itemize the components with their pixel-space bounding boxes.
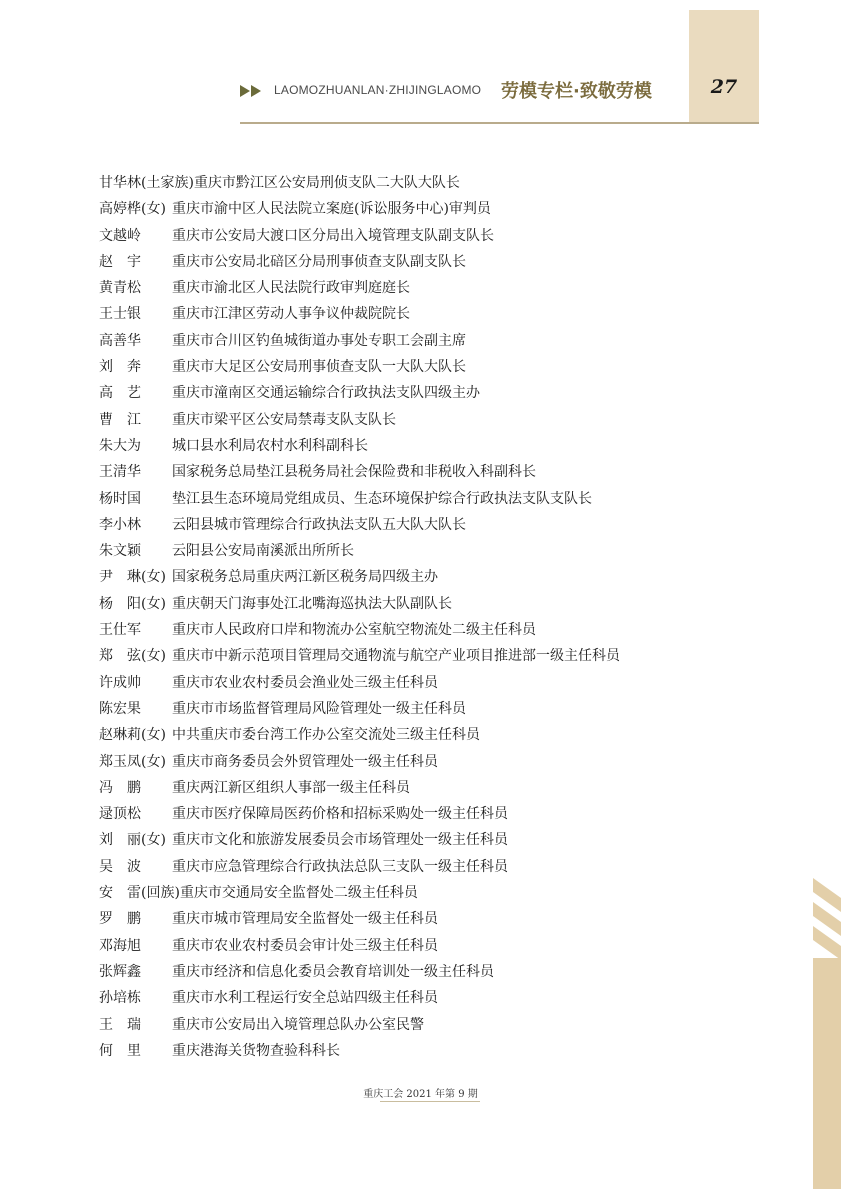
honoree-name: 邓海旭 xyxy=(99,937,141,954)
list-item xyxy=(99,223,719,249)
honoree-name: 陈宏果 xyxy=(99,700,141,717)
honoree-title: 重庆市公安局出入境管理总队办公室民警 xyxy=(172,1016,424,1033)
footer-issue: 重庆工会 2021 年第 9 期 xyxy=(363,1089,478,1100)
double-arrow-icon xyxy=(240,81,266,101)
honoree-name: 安 雷(回族) xyxy=(99,885,180,902)
list-item xyxy=(99,591,719,617)
list-item xyxy=(99,486,719,512)
list-item xyxy=(99,380,719,406)
honoree-name: 王士银 xyxy=(99,306,141,323)
honoree-title: 云阳县公安局南溪派出所所长 xyxy=(172,543,354,560)
honoree-name: 赵 宇 xyxy=(99,253,141,270)
list-item xyxy=(99,538,719,564)
list-item xyxy=(99,985,719,1011)
honoree-title: 垫江县生态环境局党组成员、生态环境保护综合行政执法支队支队长 xyxy=(172,490,592,507)
honoree-title: 重庆市人民政府口岸和物流办公室航空物流处二级主任科员 xyxy=(172,622,536,639)
honoree-title: 重庆市渝中区人民法院立案庭(诉讼服务中心)审判员 xyxy=(172,201,491,218)
honoree-title: 重庆港海关货物查验科科长 xyxy=(172,1042,340,1059)
honoree-name: 刘 丽(女) xyxy=(99,832,166,849)
list-item xyxy=(99,775,719,801)
honoree-title: 重庆市医疗保障局医药价格和招标采购处一级主任科员 xyxy=(172,806,508,823)
honoree-name: 尹 琳(女) xyxy=(99,569,166,586)
honoree-title: 重庆市合川区钓鱼城街道办事处专职工会副主席 xyxy=(172,332,466,349)
honoree-title: 重庆市公安局北碚区分局刑事侦查支队副支队长 xyxy=(172,253,466,270)
header-title: 劳模专栏·致敬劳模 xyxy=(501,81,652,102)
honoree-name: 王清华 xyxy=(99,464,141,481)
header-latin-title: LAOMOZHUANLAN·ZHIJINGLAOMO xyxy=(274,83,482,97)
list-item xyxy=(99,906,719,932)
honoree-name: 冯 鹏 xyxy=(99,779,141,796)
honoree-title: 重庆市水利工程运行安全总站四级主任科员 xyxy=(172,990,438,1007)
honoree-name: 高 艺 xyxy=(99,385,141,402)
list-item xyxy=(99,328,719,354)
honoree-title: 重庆市经济和信息化委员会教育培训处一级主任科员 xyxy=(172,963,494,980)
honoree-title: 重庆市潼南区交通运输综合行政执法支队四级主办 xyxy=(172,385,480,402)
honoree-title: 重庆市公安局大渡口区分局出入境管理支队副支队长 xyxy=(172,227,494,244)
page-number-tab xyxy=(689,10,759,124)
footer-divider xyxy=(380,1101,480,1102)
list-item xyxy=(99,459,719,485)
list-item xyxy=(99,1012,719,1038)
honoree-title: 重庆市文化和旅游发展委员会市场管理处一级主任科员 xyxy=(172,832,508,849)
honoree-title: 城口县水利局农村水利科副科长 xyxy=(172,437,368,454)
honoree-title: 重庆市黔江区公安局刑侦支队二大队大队长 xyxy=(193,175,460,191)
honoree-title: 重庆市农业农村委员会渔业处三级主任科员 xyxy=(172,674,438,691)
honoree-name: 赵琳莉(女) xyxy=(99,727,166,744)
list-item xyxy=(99,827,719,853)
honoree-title: 中共重庆市委台湾工作办公室交流处三级主任科员 xyxy=(172,727,480,744)
honoree-title: 重庆市市场监督管理局风险管理处一级主任科员 xyxy=(172,700,466,717)
list-item xyxy=(99,617,719,643)
list-item xyxy=(99,433,719,459)
list-item xyxy=(99,643,719,669)
honoree-name: 朱大为 xyxy=(99,437,141,454)
list-item xyxy=(99,749,719,775)
honoree-title: 重庆市江津区劳动人事争议仲裁院院长 xyxy=(172,306,410,323)
list-item xyxy=(99,959,719,985)
honoree-name: 何 里 xyxy=(99,1042,141,1059)
honoree-name: 张辉鑫 xyxy=(99,963,141,980)
honoree-title: 重庆市大足区公安局刑事侦查支队一大队大队长 xyxy=(172,359,466,376)
list-item xyxy=(99,407,719,433)
list-item xyxy=(99,170,719,196)
honoree-title: 国家税务总局重庆两江新区税务局四级主办 xyxy=(172,569,438,586)
honoree-title: 重庆市中新示范项目管理局交通物流与航空产业项目推进部一级主任科员 xyxy=(172,648,620,665)
list-item xyxy=(99,670,719,696)
list-item xyxy=(99,801,719,827)
honoree-name: 文越岭 xyxy=(99,227,141,244)
honoree-name: 刘 奔 xyxy=(99,359,141,376)
list-item xyxy=(99,696,719,722)
honoree-name: 王 瑞 xyxy=(99,1016,141,1033)
honoree-title: 重庆市渝北区人民法院行政审判庭庭长 xyxy=(172,280,410,297)
honoree-name: 孙培栋 xyxy=(99,990,141,1007)
honoree-name: 高婷桦(女) xyxy=(99,201,166,218)
list-item xyxy=(99,564,719,590)
honoree-title: 重庆市城市管理局安全监督处一级主任科员 xyxy=(172,911,438,928)
honoree-title: 重庆朝天门海事处江北嘴海巡执法大队副队长 xyxy=(172,595,452,612)
honoree-name: 罗 鹏 xyxy=(99,911,141,928)
honoree-name: 吴 波 xyxy=(99,858,141,875)
honoree-name: 曹 江 xyxy=(99,411,141,428)
list-item xyxy=(99,301,719,327)
list-item xyxy=(99,933,719,959)
page-number: 27 xyxy=(710,76,738,98)
honoree-title: 重庆两江新区组织人事部一级主任科员 xyxy=(172,779,410,796)
list-item xyxy=(99,512,719,538)
honoree-title: 重庆市农业农村委员会审计处三级主任科员 xyxy=(172,937,438,954)
honoree-name: 甘华林(土家族) xyxy=(99,175,194,191)
honoree-name: 郑玉凤(女) xyxy=(99,753,166,770)
honoree-title: 重庆市梁平区公安局禁毒支队支队长 xyxy=(172,411,396,428)
honoree-name: 李小林 xyxy=(99,516,141,533)
list-item xyxy=(99,354,719,380)
header-divider xyxy=(240,122,759,124)
honoree-title: 重庆市商务委员会外贸管理处一级主任科员 xyxy=(172,753,438,770)
list-item xyxy=(99,196,719,222)
list-item xyxy=(99,854,719,880)
honoree-title: 国家税务总局垫江县税务局社会保险费和非税收入科副科长 xyxy=(172,464,536,481)
list-item xyxy=(99,722,719,748)
honoree-title: 重庆市交通局安全监督处二级主任科员 xyxy=(179,885,418,902)
honoree-list xyxy=(99,170,719,1064)
list-item xyxy=(99,249,719,275)
honoree-name: 逯顶松 xyxy=(99,806,141,823)
honoree-name: 杨 阳(女) xyxy=(99,595,166,612)
honoree-name: 郑 弦(女) xyxy=(99,648,166,665)
honoree-title: 云阳县城市管理综合行政执法支队五大队大队长 xyxy=(172,516,466,533)
honoree-name: 朱文颖 xyxy=(99,543,141,560)
list-item xyxy=(99,275,719,301)
decorative-stripes xyxy=(813,878,841,1189)
honoree-name: 黄青松 xyxy=(99,280,141,297)
honoree-name: 杨时国 xyxy=(99,490,141,507)
honoree-name: 高善华 xyxy=(99,332,141,349)
honoree-name: 王仕军 xyxy=(99,622,141,639)
list-item xyxy=(99,1038,719,1064)
honoree-title: 重庆市应急管理综合行政执法总队三支队一级主任科员 xyxy=(172,858,508,875)
honoree-name: 许成帅 xyxy=(99,674,141,691)
list-item xyxy=(99,880,719,906)
